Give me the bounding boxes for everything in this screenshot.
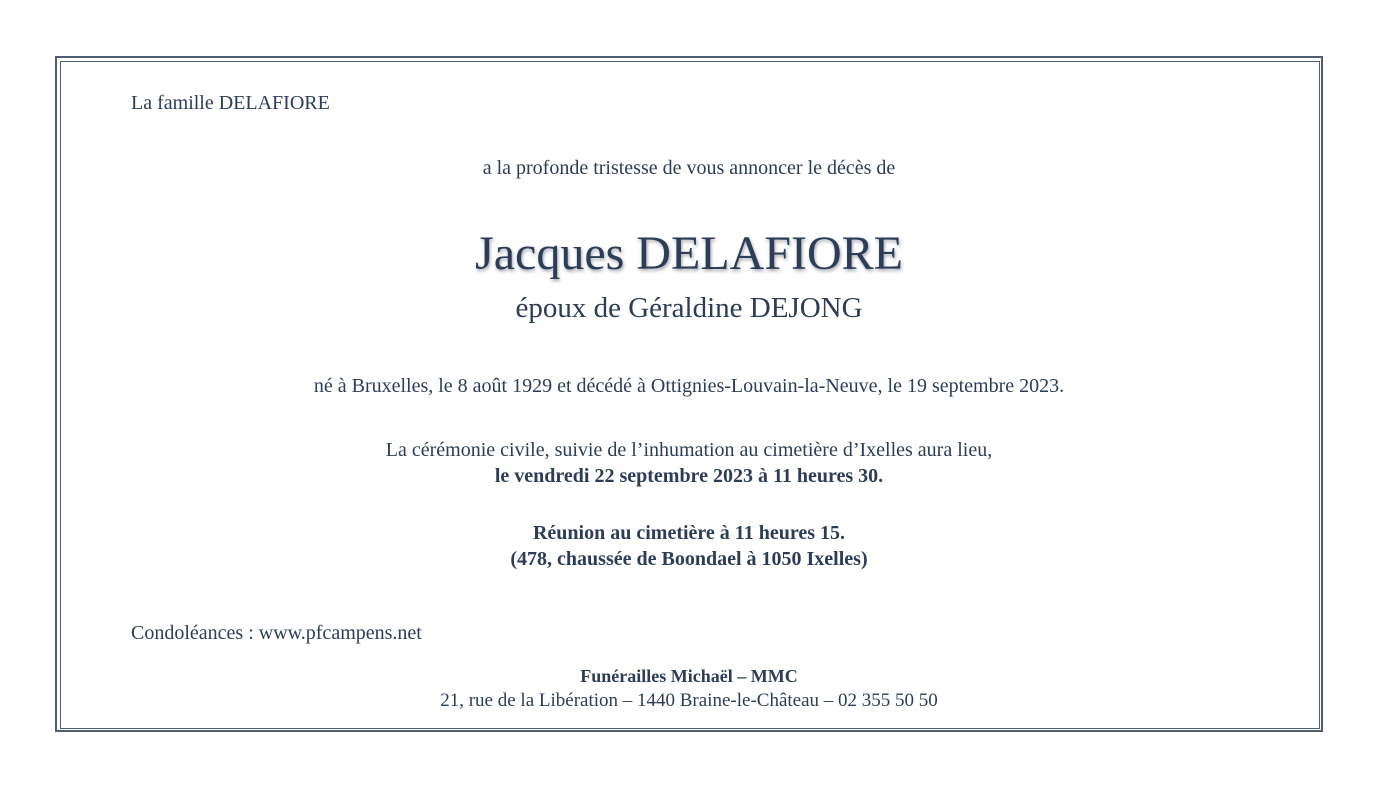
condolences-link[interactable]: Condoléances : www.pfcampens.net: [131, 622, 422, 644]
ceremony-date: le vendredi 22 septembre 2023 à 11 heures 30.: [494, 465, 884, 487]
family-announcer: La famille DELAFIORE: [131, 92, 330, 114]
meeting-address: (478, chaussée de Boondael à 1050 Ixelles): [510, 548, 868, 570]
funeral-home-address: 21, rue de la Libération – 1440 Braine-le-Château – 02 355 50 50: [440, 690, 938, 711]
deceased-name: Jacques DELAFIORE: [475, 227, 903, 280]
ceremony-line: La cérémonie civile, suivie de l’inhumation au cimetière d’Ixelles aura lieu,: [385, 439, 993, 461]
funeral-home-name: Funérailles Michaël – MMC: [580, 666, 798, 686]
birth-death-line: né à Bruxelles, le 8 août 1929 et décédé à Ottignies-Louvain-la-Neuve, le 19 septembre 2023.: [313, 375, 1065, 397]
meeting-time: Réunion au cimetière à 11 heures 15.: [532, 522, 846, 544]
spouse-line: époux de Géraldine DEJONG: [515, 292, 863, 324]
announcement-intro: a la profonde tristesse de vous annoncer le décès de: [482, 157, 896, 179]
